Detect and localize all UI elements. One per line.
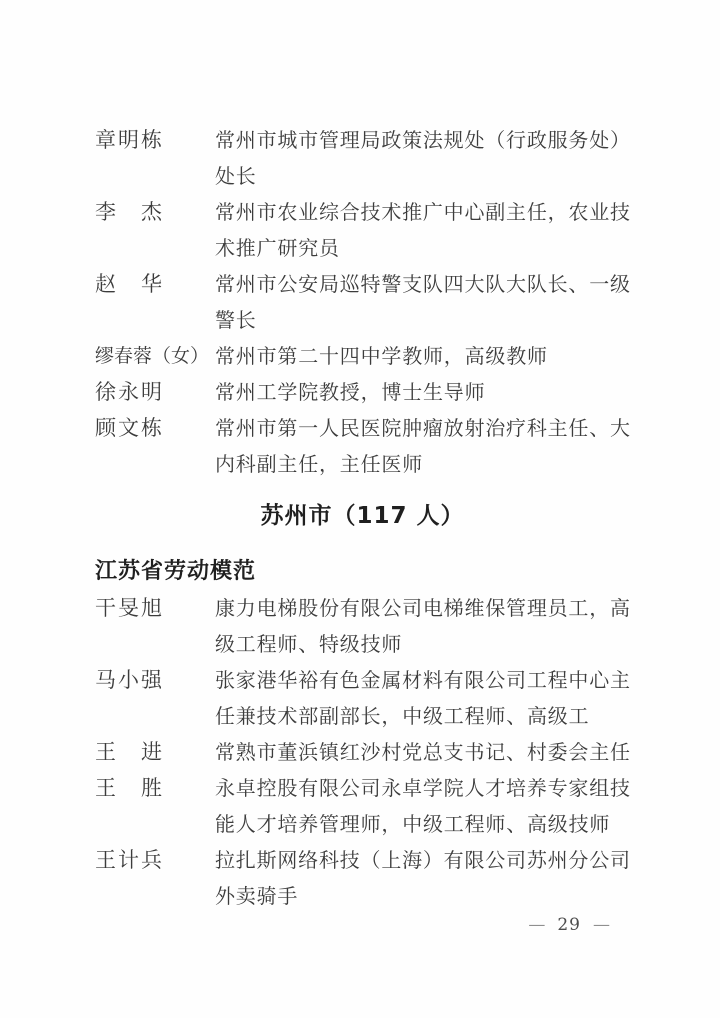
title-line: 常州市公安局巡特警支队四大队大队长、一级	[215, 272, 630, 296]
title-line: 常州市第一人民医院肿瘤放射治疗科主任、大	[215, 416, 630, 440]
person-title	[215, 590, 630, 662]
title-line: 常州市城市管理局政策法规处（行政服务处）	[215, 128, 630, 152]
city-heading: 苏州市（117 人）	[260, 503, 465, 529]
roster-entry	[95, 734, 630, 770]
changzhou-roster-section	[95, 122, 630, 482]
roster-entry	[95, 374, 630, 410]
person-name: 章明栋	[95, 128, 164, 152]
roster-entry	[95, 590, 630, 662]
person-name: 王 胜	[95, 776, 164, 800]
person-title	[215, 770, 630, 842]
title-line: 内科副主任，主任医师	[215, 452, 423, 476]
roster-entry	[95, 662, 630, 734]
suzhou-roster-section	[95, 590, 630, 914]
person-name: 徐永明	[95, 380, 164, 404]
title-line: 任兼技术部副部长，中级工程师、高级工	[215, 704, 590, 728]
title-line: 拉扎斯网络科技（上海）有限公司苏州分公司	[215, 848, 630, 872]
roster-entry	[95, 338, 630, 374]
person-title	[215, 842, 630, 914]
title-line: 级工程师、特级技师	[215, 632, 403, 656]
person-name: 干旻旭	[95, 596, 164, 620]
person-name: 马小强	[95, 668, 164, 692]
title-line: 张家港华裕有色金属材料有限公司工程中心主	[215, 668, 630, 692]
title-line: 警长	[215, 308, 257, 332]
title-line: 常州市农业综合技术推广中心副主任，农业技	[215, 200, 630, 224]
person-title	[215, 338, 630, 374]
person-title	[215, 410, 630, 482]
person-title	[215, 122, 630, 194]
person-name: 王计兵	[95, 848, 164, 872]
person-title	[215, 734, 630, 770]
title-line: 常熟市董浜镇红沙村党总支书记、村委会主任	[215, 740, 630, 764]
footer-dash-left: —	[528, 915, 546, 935]
page-footer	[528, 913, 610, 937]
roster-entry	[95, 266, 630, 338]
title-line: 康力电梯股份有限公司电梯维保管理员工，高	[215, 596, 630, 620]
title-line: 处长	[215, 164, 257, 188]
title-line: 外卖骑手	[215, 884, 299, 908]
title-line: 术推广研究员	[215, 236, 340, 260]
roster-entry	[95, 770, 630, 842]
page-number: 29	[557, 915, 581, 935]
person-title	[215, 374, 630, 410]
person-name: 缪春蓉（女）	[95, 345, 210, 367]
title-line: 常州工学院教授，博士生导师	[215, 380, 486, 404]
title-line: 永卓控股有限公司永卓学院人才培养专家组技	[215, 776, 630, 800]
document-content	[95, 122, 630, 914]
person-name: 李 杰	[95, 200, 164, 224]
person-name: 顾文栋	[95, 416, 164, 440]
person-title	[215, 662, 630, 734]
footer-dash-right: —	[593, 915, 610, 935]
title-line: 能人才培养管理师，中级工程师、高级技师	[215, 812, 611, 836]
person-title	[215, 194, 630, 266]
roster-entry	[95, 842, 630, 914]
title-line: 常州市第二十四中学教师，高级教师	[215, 344, 548, 368]
award-heading: 江苏省劳动模范	[95, 559, 257, 584]
person-title	[215, 266, 630, 338]
roster-entry	[95, 410, 630, 482]
roster-entry	[95, 194, 630, 266]
roster-entry	[95, 122, 630, 194]
person-name: 赵 华	[95, 272, 164, 296]
person-name: 王 进	[95, 740, 164, 764]
